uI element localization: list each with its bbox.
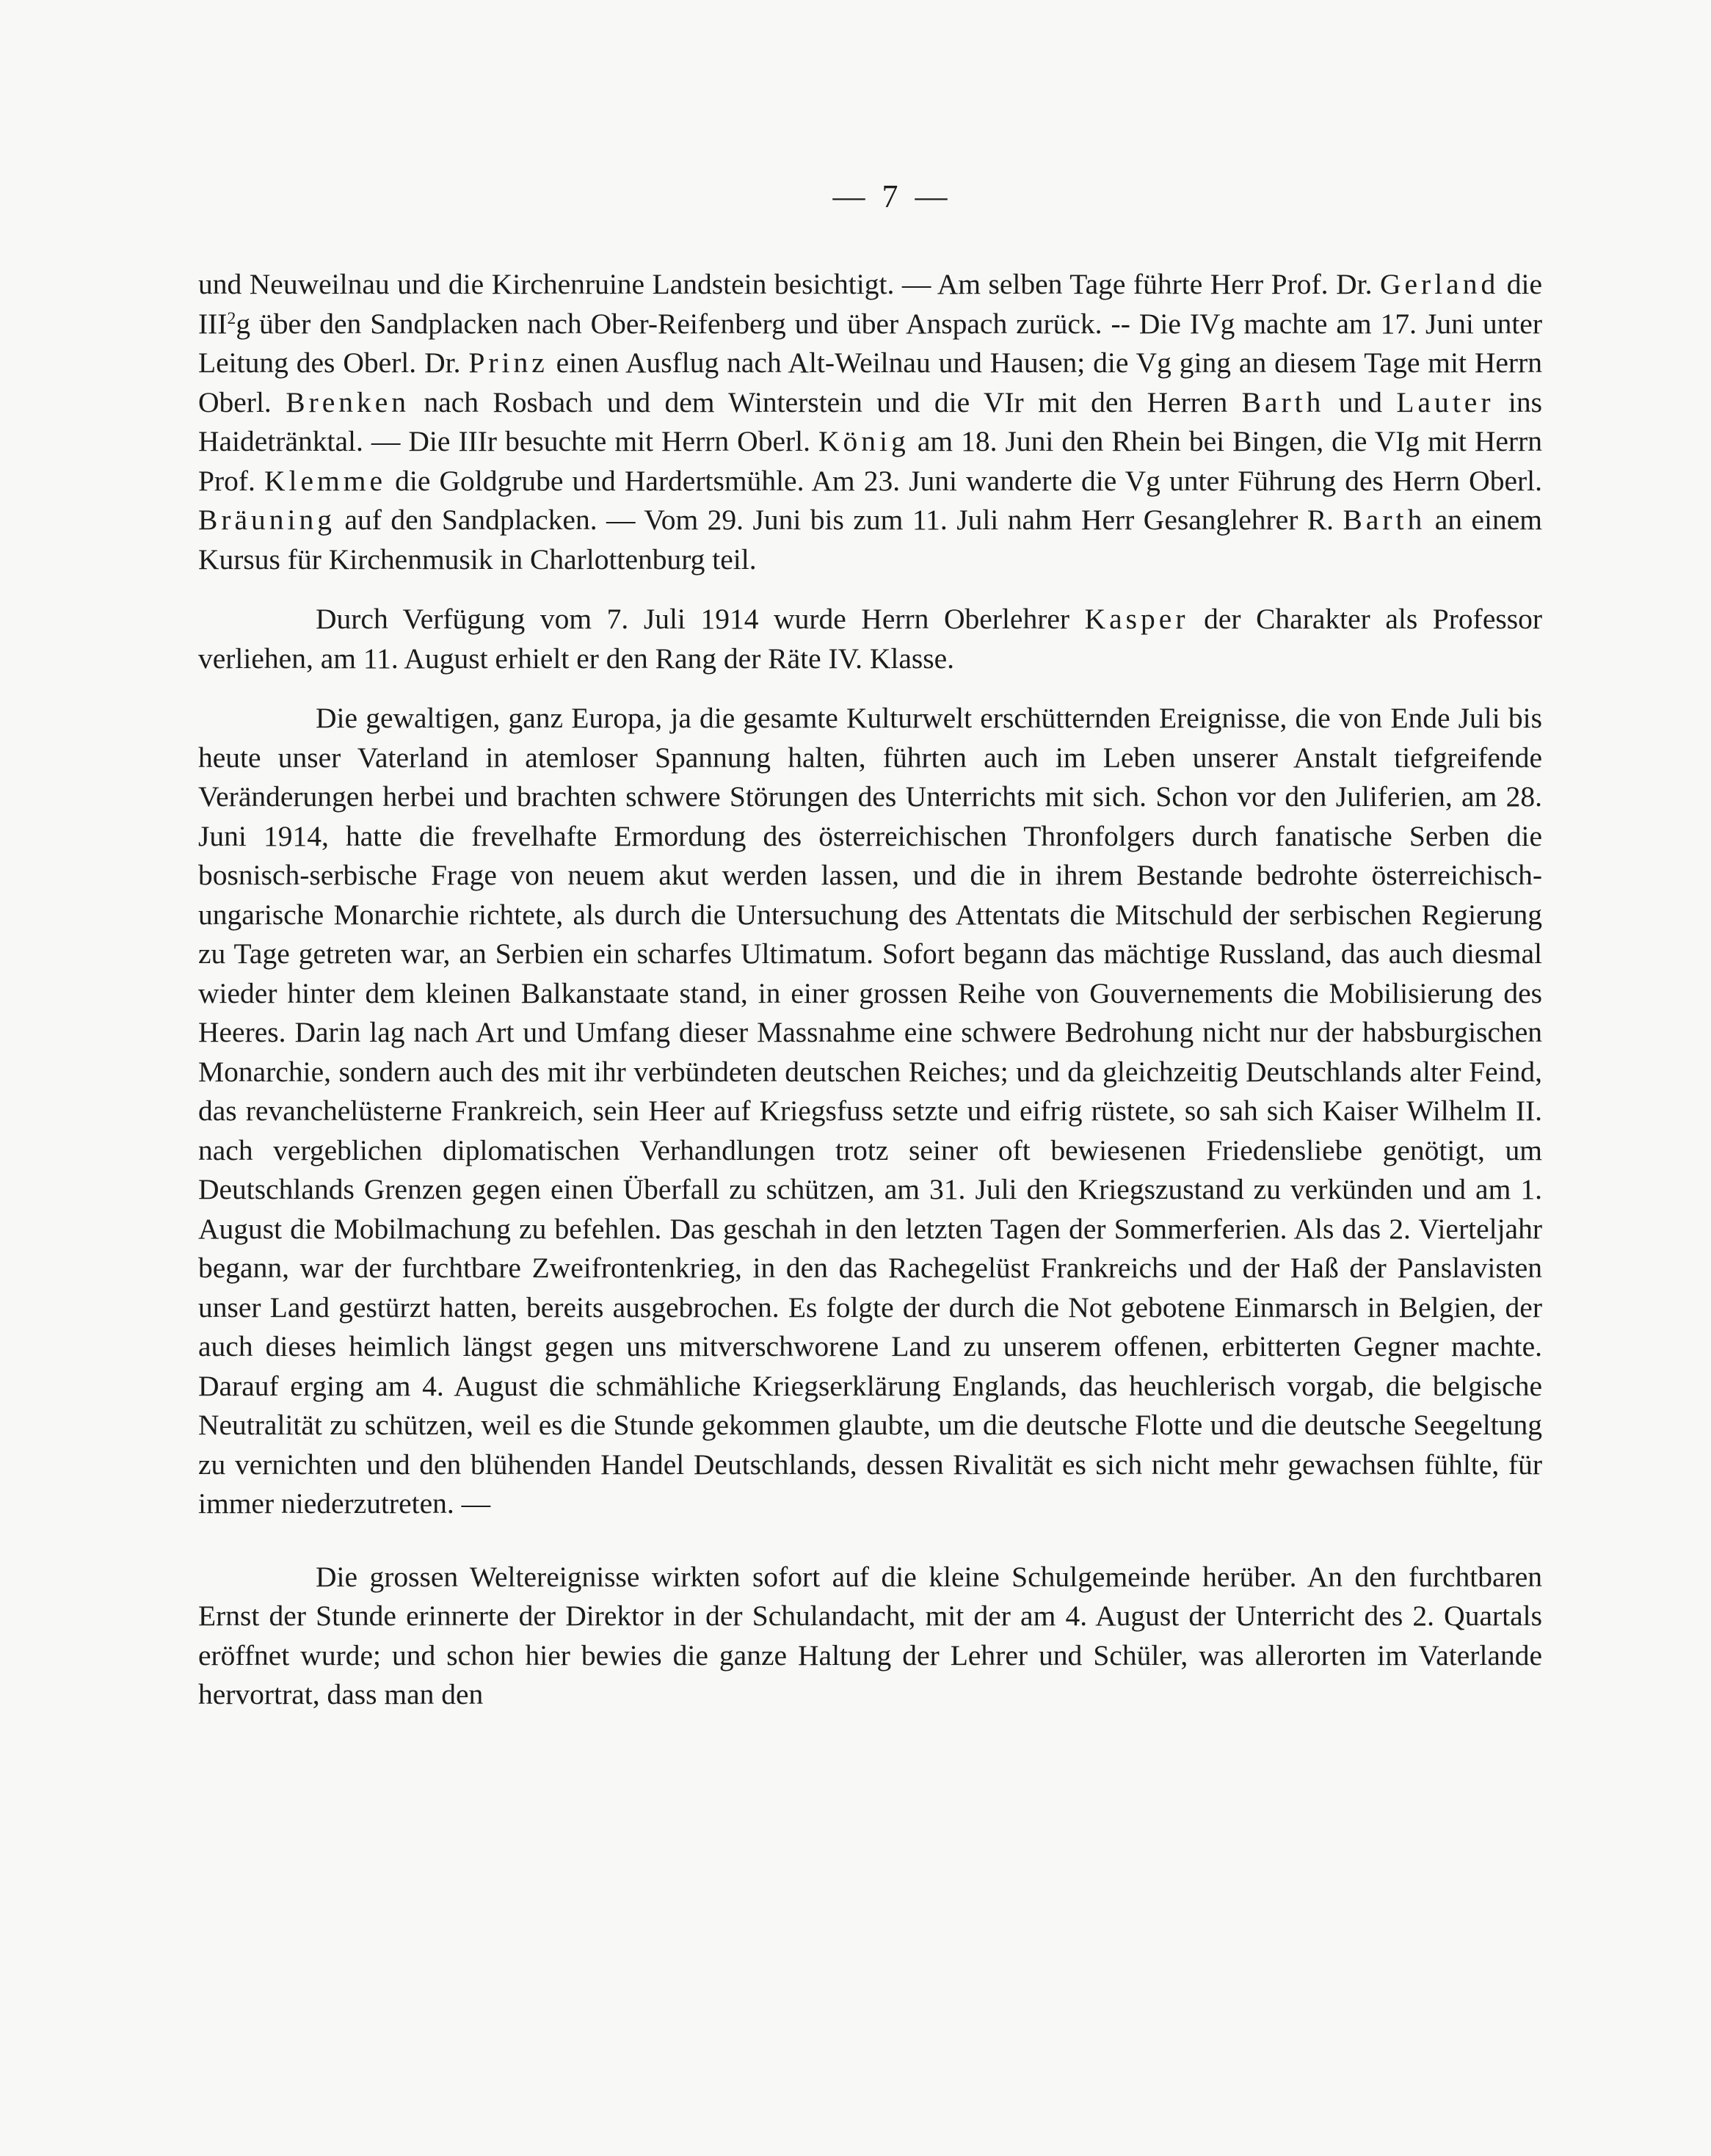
spaced-name: König	[818, 425, 909, 457]
text-run: Die grossen Weltereignisse wirkten sofort auf die kleine Schulgemeinde herüber. An den furchtbaren Ernst der Stunde erinnerte der Direktor in der Schulandacht, mit der am 4. August der Unterricht des 2. Quartals eröffnet wurde; und schon hier bewies die ganze Haltung der Lehrer und Schüler, was allerorten im Vaterlande hervortrat, dass man den	[198, 1560, 1542, 1710]
text-run: der Charakter als Professor verliehen, am 11. August erhielt er den Rang der Räte IV. Klasse.	[198, 603, 1542, 675]
paragraph-school-community	[198, 1558, 1542, 1715]
text-run: am 18. Juni den Rhein bei Bingen, die VIg mit Herrn Prof.	[198, 425, 1542, 497]
paragraph-war-events	[198, 699, 1542, 1524]
spaced-name: Prinz	[468, 346, 548, 379]
text-run: die III	[198, 268, 1543, 340]
spaced-name: Brenken	[286, 385, 410, 418]
text-run: nach Rosbach und dem Winterstein und die VIr mit den Herren	[410, 385, 1242, 418]
text-run: ins Haidetränktal. — Die IIIr besuchte mit Herrn Oberl.	[198, 385, 1542, 457]
text-run: und	[1324, 385, 1397, 418]
spaced-name: Lauter	[1396, 385, 1494, 418]
spaced-name: Barth	[1343, 504, 1426, 536]
spaced-name: Bräuning	[198, 504, 336, 536]
spaced-name: Gerland	[1380, 268, 1500, 300]
text-run: und Neuweilnau und die Kirchenruine Landstein besichtigt. — Am selben Tage führte Herr Prof. Dr.	[198, 268, 1380, 300]
paragraph-excursions	[198, 265, 1542, 579]
spaced-name: Barth	[1241, 385, 1325, 418]
text-run: Die gewaltigen, ganz Europa, ja die gesamte Kulturwelt erschütternden Ereignisse, die von Ende Juli bis heute unser Vaterland in atemloser Spannung halten, führten auch im Leben unserer Anstalt tiefgreifende Veränderungen herbei und brachten schwere Störungen des Unterrichts mit sich. Schon vor den Juliferien, am 28. Juni 1914, hatte die frevelhafte Ermordung des österreichischen Thronfolgers durch fanatische Serben die bosnisch-serbische Frage von neuem akut werden lassen, und die in ihrem Bestande bedrohte österreichisch-ungarische Monarchie richtete, als durch die Untersuchung des Attentats die Mitschuld der serbischen Regierung zu Tage getreten war, an Serbien ein scharfes Ultimatum. Sofort begann das mächtige Russland, das auch diesmal wieder hinter dem kleinen Balkanstaate stand, in einer grossen Reihe von Gouvernements die Mobilisierung des Heeres. Darin lag nach Art und Umfang dieser Massnahme eine schwere Bedrohung nicht nur der habsburgischen Monarchie, sondern auch des mit ihr verbündeten deutschen Reiches; und da gleichzeitig Deutschlands alter Feind, das revanchelüsterne Frankreich, sein Heer auf Kriegsfuss setzte und eifrig rüstete, so sah sich Kaiser Wilhelm II. nach vergeblichen diplomatischen Verhandlungen trotz seiner oft bewiesenen Friedensliebe genötigt, um Deutschlands Grenzen gegen einen Überfall zu schützen, am 31. Juli den Kriegszustand zu verkünden und am 1. August die Mobilmachung zu befehlen. Das geschah in den letzten Tagen der Sommerferien. Als das 2. Vierteljahr begann, war der furchtbare Zweifrontenkrieg, in den das Rachegelüst Frankreichs und der Haß der Panslavisten unser Land gestürzt hatten, bereits ausgebrochen. Es folgte der durch die Not gebotene Einmarsch in Belgien, der auch dieses heimlich längst gegen uns mitverschworene Land zu unserem offenen, erbitterten Gegner machte. Darauf erging am 4. August die schmähliche Kriegserklärung Englands, das heuchlerisch vorgab, die belgische Neutralität zu schützen, weil es die Stunde gekommen glaubte, um die deutsche Flotte und die deutsche Seegeltung zu vernichten und den blühenden Handel Deutschlands, dessen Rivalität es sich nicht mehr gewachsen fühlte, für immer niederzutreten. —	[198, 702, 1542, 1520]
superscript: 2	[227, 308, 236, 328]
page-number: — 7 —	[832, 178, 952, 214]
text-run: die Goldgrube und Hardertsmühle. Am 23. Juni wanderte die Vg unter Führung des Herrn Oberl.	[386, 464, 1542, 497]
spaced-name: Kasper	[1084, 603, 1189, 635]
text-run: auf den Sandplacken. — Vom 29. Juni bis zum 11. Juli nahm Herr Gesanglehrer R.	[335, 504, 1343, 536]
text-run: an einem Kursus für Kirchenmusik in Charlottenburg teil.	[198, 504, 1543, 576]
spaced-name: Klemme	[264, 464, 387, 497]
text-run: einen Ausflug nach Alt-Weilnau und Hausen; die Vg ging an diesem Tage mit Herrn Oberl.	[198, 346, 1542, 418]
paragraph-kasper-promotion	[198, 600, 1542, 678]
text-run: g über den Sandplacken nach Ober-Reifenberg und über Anspach zurück. -- Die IVg machte am 17. Juni unter Leitung des Oberl. Dr.	[198, 307, 1542, 379]
text-run: Durch Verfügung vom 7. Juli 1914 wurde Herrn Oberlehrer	[316, 603, 1085, 635]
